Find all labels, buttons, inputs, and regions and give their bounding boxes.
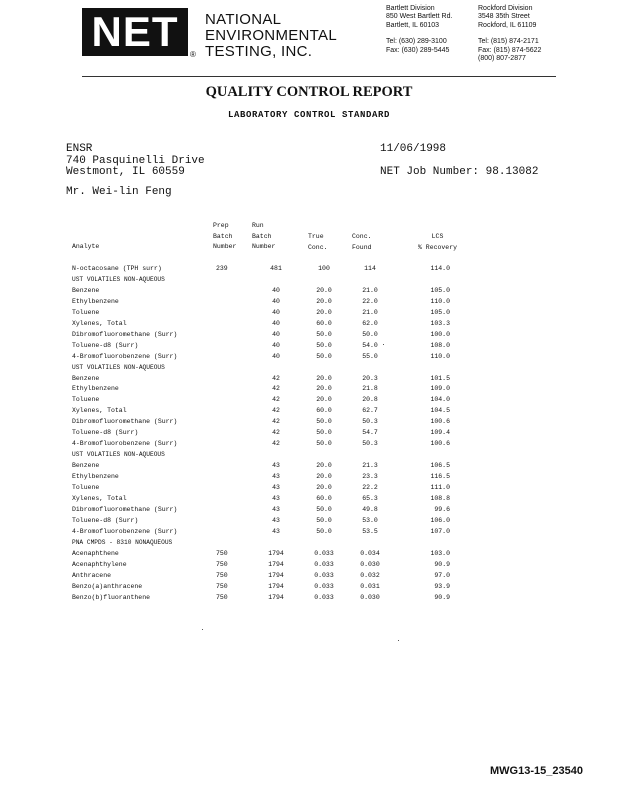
job-number-label: NET Job Number: (380, 166, 480, 178)
run-batch-cell: 43 (272, 527, 280, 535)
rockford-line: Rockford Division (478, 5, 533, 12)
client-name: ENSR (66, 143, 93, 155)
analyte-cell: Xylenes, Total (72, 407, 127, 415)
recovery-cell: 93.9 (434, 582, 450, 590)
recovery-cell: 111.0 (430, 484, 450, 492)
table-row (72, 319, 450, 330)
true-conc-cell: 60.0 (316, 495, 332, 503)
table-row (72, 374, 450, 385)
header-line: LCS (431, 233, 444, 240)
conc-found-cell: 54.0 (362, 341, 378, 349)
prep-batch-cell: 750 (216, 560, 228, 568)
table-row (72, 527, 450, 538)
analyte-cell: Toluene-d8 (Surr) (72, 429, 139, 437)
recovery-cell: 109.0 (430, 385, 450, 393)
run-batch-cell: 42 (272, 374, 280, 382)
run-batch-cell: 43 (272, 473, 280, 481)
analyte-cell: Xylenes, Total (72, 319, 127, 327)
table-row (72, 341, 450, 352)
conc-found-cell: 21.8 (362, 385, 378, 393)
job-number-value: 98.13082 (485, 166, 539, 178)
header-line: Found (352, 243, 372, 251)
analyte-cell: Toluene (72, 484, 100, 492)
run-batch-cell: 40 (272, 319, 280, 327)
conc-found-cell: 21.0 (362, 308, 378, 316)
header-line: Conc. (352, 233, 372, 240)
col-header-run-batch (252, 221, 275, 253)
run-batch-cell: 43 (272, 495, 280, 503)
conc-found-cell: 0.032 (360, 571, 380, 579)
table-row (72, 560, 450, 571)
recovery-cell: 104.5 (430, 407, 450, 415)
conc-found-cell: 53.0 (362, 516, 378, 524)
recovery-cell: 105.0 (430, 286, 450, 294)
table-row (72, 417, 450, 428)
group-label: UST VOLATILES NON-AQUEOUS (72, 363, 165, 371)
client-address-line1: 740 Pasquinelli Drive (66, 155, 205, 167)
run-batch-cell: 40 (272, 330, 280, 338)
header-divider (82, 76, 556, 77)
true-conc-cell: 50.0 (316, 440, 332, 448)
true-conc-cell: 50.0 (316, 341, 332, 349)
run-batch-cell: 43 (272, 516, 280, 524)
true-conc-cell: 50.0 (316, 330, 332, 338)
prep-batch-cell (216, 439, 252, 450)
true-conc-cell: 50.0 (316, 516, 332, 524)
run-batch-cell: 40 (272, 352, 280, 360)
table-row (72, 439, 450, 450)
recovery-cell: 116.5 (430, 473, 450, 481)
true-conc-cell: 20.0 (316, 396, 332, 404)
analyte-cell: 4-Bromofluorobenzene (Surr) (72, 352, 178, 360)
prep-batch-cell (216, 483, 252, 494)
conc-found-cell: 20.3 (362, 374, 378, 382)
true-conc-cell: 20.0 (316, 473, 332, 481)
recovery-cell: 90.9 (434, 560, 450, 568)
run-batch-cell: 1794 (268, 593, 284, 601)
analyte-cell: Ethylbenzene (72, 385, 119, 393)
prep-batch-cell: 239 (216, 265, 228, 272)
table-row (72, 308, 450, 319)
conc-found-cell: 62.0 (362, 319, 378, 327)
recovery-cell: 107.0 (430, 527, 450, 535)
conc-found-cell: 0.031 (360, 582, 380, 590)
run-batch-cell: 42 (272, 440, 280, 448)
true-conc-cell: 20.0 (316, 286, 332, 294)
run-batch-cell: 1794 (268, 571, 284, 579)
analyte-cell: Dibromofluoromethane (Surr) (72, 505, 178, 513)
bartlett-division-address (386, 5, 452, 55)
header-line: Number (213, 243, 237, 250)
conc-found-cell: 114 (364, 265, 376, 272)
table-row (72, 593, 450, 604)
analyte-cell: Benzo(a)anthracene (72, 582, 143, 590)
recovery-cell: 100.0 (430, 330, 450, 338)
prep-batch-cell: 750 (216, 593, 228, 601)
run-batch-cell: 42 (272, 407, 280, 415)
recovery-cell: 101.5 (430, 374, 450, 382)
table-row (72, 297, 450, 308)
true-conc-cell: 20.0 (316, 484, 332, 492)
prep-batch-cell (216, 395, 252, 406)
recovery-cell: 106.0 (430, 516, 450, 524)
conc-found-cell: 50.3 (362, 440, 378, 448)
prep-batch-cell: 750 (216, 571, 228, 579)
col-header-true-conc (308, 232, 328, 253)
conc-found-cell: 50.3 (362, 418, 378, 426)
run-batch-cell: 40 (272, 341, 280, 349)
true-conc-cell: 60.0 (316, 407, 332, 415)
prep-batch-cell (216, 297, 252, 308)
analyte-cell: Ethylbenzene (72, 297, 119, 305)
run-batch-cell: 1794 (268, 560, 284, 568)
conc-found-cell: 50.0 (362, 330, 378, 338)
run-batch-cell: 40 (272, 286, 280, 294)
conc-found-cell: 49.8 (362, 505, 378, 513)
run-batch-cell: 42 (272, 385, 280, 393)
col-header-analyte: Analyte (72, 243, 100, 250)
prep-batch-cell: 750 (216, 582, 228, 590)
analyte-cell: Benzo(b)fluoranthene (72, 593, 151, 601)
prep-batch-cell (216, 341, 252, 352)
prep-batch-cell (216, 286, 252, 297)
prep-batch-cell (216, 417, 252, 428)
true-conc-cell: 20.0 (316, 297, 332, 305)
bartlett-line: Fax: (630) 289-5445 (386, 46, 450, 54)
recovery-cell: 108.0 (430, 341, 450, 349)
analyte-cell: Xylenes, Total (72, 495, 127, 503)
true-conc-cell: 50.0 (316, 418, 332, 426)
table-row (72, 494, 450, 505)
analyte-cell: Benzene (72, 374, 100, 382)
recovery-cell: 106.5 (430, 462, 450, 470)
table-row (72, 384, 450, 395)
header-line: Run (252, 222, 264, 229)
run-batch-cell: 1794 (268, 549, 284, 557)
header-line: True (308, 233, 324, 240)
true-conc-cell: 0.033 (314, 549, 334, 557)
table-row (72, 483, 450, 494)
true-conc-cell: 100 (318, 265, 330, 272)
analyte-cell: Acenaphthene (72, 549, 119, 557)
prep-batch-cell (216, 461, 252, 472)
prep-batch-cell (216, 352, 252, 363)
analyte-cell: Benzene (72, 286, 100, 294)
group-label: PNA CMPDS - 8310 NONAQUEOUS (72, 538, 173, 546)
analyte-cell: Acenaphthylene (72, 560, 127, 568)
conc-found-cell: 53.5 (362, 527, 378, 535)
recovery-cell: 100.6 (430, 440, 450, 448)
prep-batch-cell: 750 (216, 549, 228, 557)
prep-batch-cell (216, 374, 252, 385)
run-batch-cell: 42 (272, 418, 280, 426)
report-subtitle: LABORATORY CONTROL STANDARD (227, 110, 391, 120)
group-label: UST VOLATILES NON-AQUEOUS (72, 275, 165, 283)
rockford-line: Fax: (815) 874-5622 (478, 46, 542, 54)
true-conc-cell: 50.0 (316, 429, 332, 437)
recovery-cell: 110.0 (430, 352, 450, 360)
report-date: 11/06/1998 (380, 143, 447, 155)
recovery-cell: 99.6 (434, 505, 450, 513)
bartlett-line: Tel: (630) 289-3100 (386, 38, 447, 46)
header-line: Conc. (308, 243, 328, 251)
conc-found-cell: 54.7 (362, 429, 378, 437)
client-attention: Mr. Wei-lin Feng (66, 186, 172, 198)
prep-batch-cell (216, 505, 252, 516)
group-label: UST VOLATILES NON-AQUEOUS (72, 451, 165, 459)
conc-found-cell: 21.3 (362, 462, 378, 470)
conc-found-cell: 62.7 (362, 407, 378, 415)
col-header-prep-batch (213, 221, 236, 253)
conc-found-cell: 55.0 (362, 352, 378, 360)
prep-batch-cell (216, 384, 252, 395)
analyte-cell: 4-Bromofluorobenzene (Surr) (72, 527, 178, 535)
bartlett-line: 850 West Bartlett Rd. (386, 13, 453, 21)
true-conc-cell: 50.0 (316, 527, 332, 535)
conc-found-cell: 65.3 (362, 495, 378, 503)
recovery-cell: 103.0 (430, 549, 450, 557)
table-group-row (72, 538, 450, 549)
analyte-cell: Ethylbenzene (72, 473, 119, 481)
analyte-cell: Dibromofluoromethane (Surr) (72, 330, 178, 338)
conc-found-cell: 0.034 (360, 549, 380, 557)
rockford-division-address (478, 5, 541, 63)
run-batch-cell: 1794 (268, 582, 284, 590)
recovery-cell: 105.0 (430, 308, 450, 316)
job-number (380, 166, 538, 178)
company-name-line: TESTING, INC. (205, 43, 313, 60)
true-conc-cell: 60.0 (316, 319, 332, 327)
run-batch-cell: 42 (272, 396, 280, 404)
conc-found-cell: 22.2 (362, 484, 378, 492)
table-group-row (72, 275, 450, 286)
table-row (72, 549, 450, 560)
analyte-cell: Dibromofluoromethane (Surr) (72, 418, 178, 426)
table-row (72, 286, 450, 297)
col-header-conc-found (352, 232, 372, 253)
recovery-cell: 114.0 (430, 265, 450, 272)
true-conc-cell: 0.033 (314, 571, 334, 579)
scan-speck (202, 629, 203, 630)
lcs-results-body (72, 264, 450, 604)
run-batch-cell: 43 (272, 505, 280, 513)
analyte-cell: Toluene-d8 (Surr) (72, 516, 139, 524)
true-conc-cell: 50.0 (316, 352, 332, 360)
table-row (72, 571, 450, 582)
report-title: QUALITY CONTROL REPORT (205, 84, 413, 100)
col-header-lcs-recovery (418, 232, 457, 253)
company-name-line: NATIONAL (205, 11, 282, 28)
recovery-cell: 90.9 (434, 593, 450, 601)
true-conc-cell: 20.0 (316, 374, 332, 382)
rockford-line: Rockford, IL 61109 (478, 21, 537, 29)
table-group-row (72, 363, 450, 374)
run-batch-cell: 481 (270, 265, 282, 272)
prep-batch-cell (216, 494, 252, 505)
recovery-cell: 104.0 (430, 396, 450, 404)
registered-mark: ® (190, 50, 196, 59)
table-row (72, 472, 450, 483)
prep-batch-cell (216, 516, 252, 527)
analyte-cell: Toluene (72, 396, 100, 404)
analyte-cell: Anthracene (72, 571, 112, 579)
table-row (72, 406, 450, 417)
run-batch-cell: 40 (272, 308, 280, 316)
analyte-cell: 4-Bromofluorobenzene (Surr) (72, 440, 178, 448)
client-address-line2: Westmont, IL 60559 (66, 166, 185, 178)
header-line: Number (252, 243, 276, 250)
recovery-cell: 100.6 (430, 418, 450, 426)
run-batch-cell: 43 (272, 484, 280, 492)
header-line: % Recovery (418, 243, 458, 251)
true-conc-cell: 20.0 (316, 385, 332, 393)
lcs-results-table (72, 264, 450, 604)
table-row (72, 330, 450, 341)
header-line: Batch (213, 232, 233, 240)
header-line: Prep (213, 222, 229, 229)
bartlett-line: Bartlett, IL 60103 (386, 21, 440, 29)
prep-batch-cell (216, 472, 252, 483)
table-row (72, 505, 450, 516)
document-id: MWG13-15_23540 (490, 765, 583, 777)
true-conc-cell: 0.033 (314, 593, 334, 601)
run-batch-cell: 40 (272, 297, 280, 305)
recovery-cell: 108.8 (430, 495, 450, 503)
rockford-line: 3548 35th Street (478, 13, 530, 21)
analyte-cell: Benzene (72, 462, 100, 470)
table-row (72, 516, 450, 527)
run-batch-cell: 43 (272, 462, 280, 470)
recovery-cell: 110.0 (430, 297, 450, 305)
conc-found-cell: 20.8 (362, 396, 378, 404)
conc-found-cell: 0.030 (360, 593, 380, 601)
table-row (72, 395, 450, 406)
conc-found-cell: 0.030 (360, 560, 380, 568)
net-logo: NET (82, 8, 188, 56)
table-row (72, 352, 450, 363)
bartlett-line: Bartlett Division (386, 5, 435, 12)
company-name (205, 12, 337, 60)
rockford-line: (800) 807-2877 (478, 55, 526, 63)
recovery-cell: 97.0 (434, 571, 450, 579)
scan-speck (383, 344, 384, 345)
conc-found-cell: 21.0 (362, 286, 378, 294)
conc-found-cell: 22.0 (362, 297, 378, 305)
company-name-line: ENVIRONMENTAL (205, 27, 337, 44)
prep-batch-cell (216, 406, 252, 417)
prep-batch-cell (216, 330, 252, 341)
true-conc-cell: 20.0 (316, 462, 332, 470)
header-line: Batch (252, 232, 272, 240)
table-row (72, 264, 450, 275)
scan-speck (398, 640, 399, 641)
recovery-cell: 109.4 (430, 429, 450, 437)
analyte-cell: N-octacosane (TPH surr) (72, 265, 162, 272)
recovery-cell: 103.3 (430, 319, 450, 327)
table-row (72, 582, 450, 593)
table-row (72, 428, 450, 439)
rockford-line: Tel: (815) 874-2171 (478, 38, 539, 46)
prep-batch-cell (216, 527, 252, 538)
prep-batch-cell (216, 319, 252, 330)
true-conc-cell: 50.0 (316, 505, 332, 513)
run-batch-cell: 42 (272, 429, 280, 437)
table-group-row (72, 450, 450, 461)
true-conc-cell: 20.0 (316, 308, 332, 316)
table-row (72, 461, 450, 472)
prep-batch-cell (216, 308, 252, 319)
conc-found-cell: 23.3 (362, 473, 378, 481)
prep-batch-cell (216, 428, 252, 439)
analyte-cell: Toluene (72, 308, 100, 316)
analyte-cell: Toluene-d8 (Surr) (72, 341, 139, 349)
true-conc-cell: 0.033 (314, 582, 334, 590)
true-conc-cell: 0.033 (314, 560, 334, 568)
